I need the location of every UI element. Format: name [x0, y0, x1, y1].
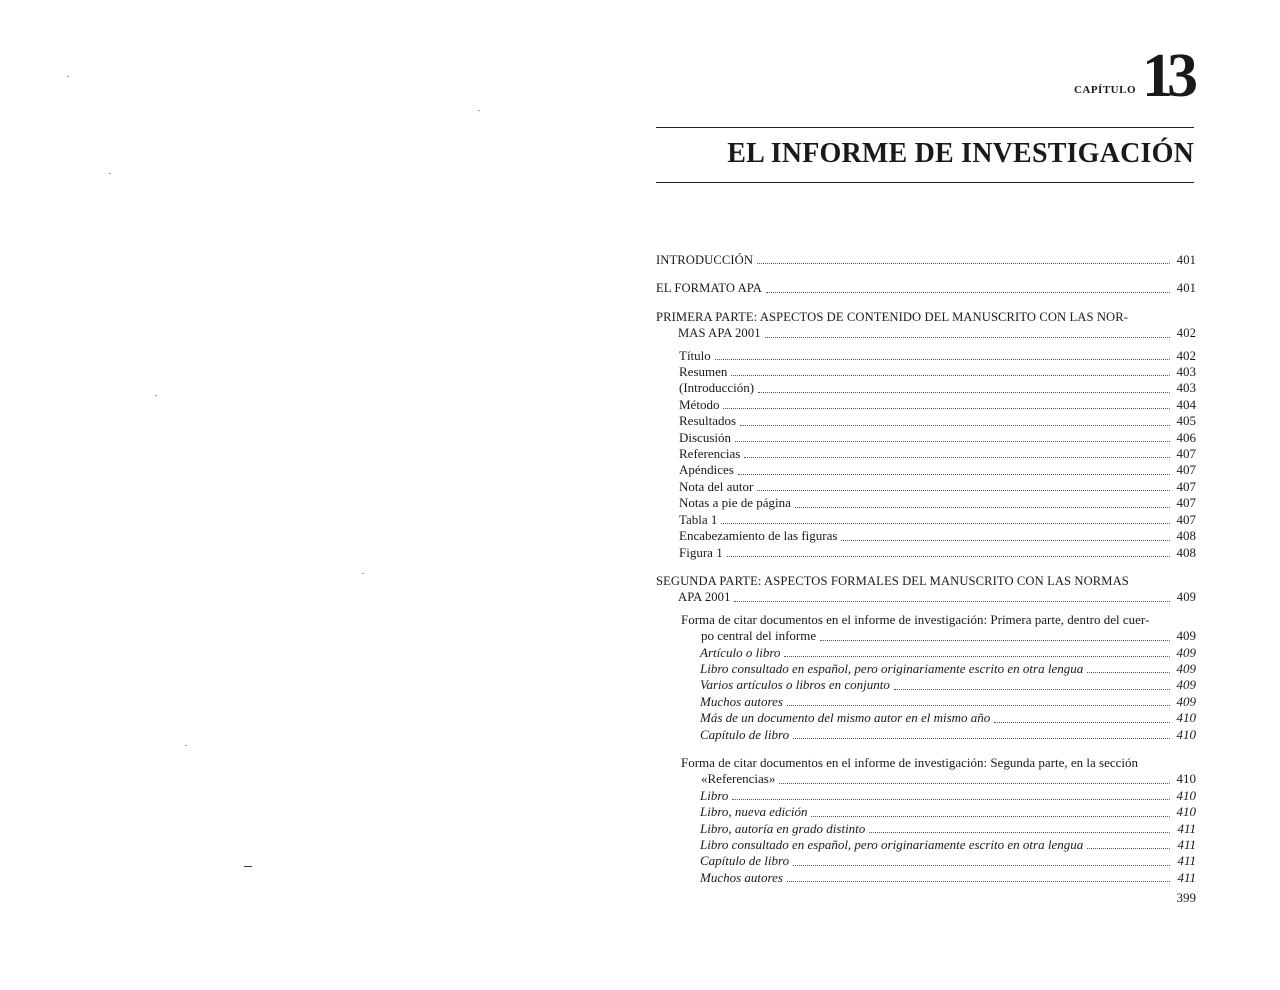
toc-entry-text: Libro consultado en español, pero originariamente escrito en otra lengua — [700, 837, 1084, 852]
toc-entry — [656, 325, 1196, 341]
scan-speck — [362, 573, 364, 574]
toc-entry — [656, 694, 1196, 710]
table-of-contents — [656, 252, 1196, 886]
dot-leader — [738, 474, 1170, 475]
right-page — [640, 0, 1280, 990]
dot-leader — [795, 507, 1170, 508]
toc-entry-page: 407 — [1176, 462, 1196, 478]
toc-entry-text: Libro, nueva edición — [700, 804, 808, 820]
toc-entry-text: Nota del autor — [679, 478, 754, 494]
toc-entry-text: «Referencias» — [701, 771, 776, 787]
toc-entry-text: Muchos autores — [700, 869, 783, 885]
scan-speck — [109, 173, 111, 174]
title-rule-top — [656, 127, 1194, 128]
toc-entry-text: Muchos autores — [700, 693, 783, 709]
toc-entry-page: 409 — [1176, 693, 1196, 709]
toc-entry-page: 407 — [1176, 446, 1196, 462]
toc-entry-page: 408 — [1176, 528, 1196, 544]
dot-leader — [757, 263, 1170, 264]
dot-leader — [894, 689, 1170, 690]
toc-entry-page: 410 — [1176, 804, 1196, 820]
toc-entry-page: 410 — [1176, 710, 1196, 726]
toc-entry — [656, 661, 1196, 677]
toc-entry — [656, 348, 1196, 364]
toc-section-heading — [656, 612, 1196, 645]
toc-part-heading — [656, 573, 1196, 606]
toc-entry-text: Notas a pie de página — [679, 495, 791, 511]
toc-entry-text: Resumen — [679, 364, 728, 380]
toc-entry-page: 403 — [1176, 380, 1196, 396]
toc-entry-page: 405 — [1176, 413, 1196, 429]
dot-leader — [731, 375, 1170, 376]
toc-entry-page: 410 — [1176, 771, 1196, 787]
dot-leader — [811, 816, 1170, 817]
scan-speck — [67, 76, 69, 77]
toc-entry — [656, 462, 1196, 478]
toc-entry-text: MAS APA 2001 — [678, 326, 761, 341]
dot-leader — [734, 601, 1170, 602]
toc-section-heading — [656, 755, 1196, 788]
chapter-label: CAPÍTULO — [1073, 84, 1136, 96]
dot-leader — [740, 425, 1170, 426]
toc-entry-text: Título — [679, 347, 711, 363]
toc-entry-page: 411 — [1177, 837, 1196, 852]
page-number: 399 — [1176, 890, 1196, 905]
toc-entry-page: 401 — [1176, 281, 1196, 296]
toc-entry-text: Resultados — [679, 413, 737, 429]
dot-leader — [758, 392, 1170, 393]
dot-leader — [757, 490, 1170, 491]
toc-entry-page: 402 — [1176, 347, 1196, 363]
dot-leader — [820, 640, 1170, 641]
toc-entry — [656, 446, 1196, 462]
chapter-title: EL INFORME DE INVESTIGACIÓN — [727, 138, 1194, 169]
dot-leader — [721, 523, 1170, 524]
dot-leader — [779, 783, 1170, 784]
toc-entry-page: 407 — [1176, 495, 1196, 511]
toc-entry-text: Figura 1 — [679, 544, 723, 560]
toc-entry-text: Encabezamiento de las figuras — [679, 528, 838, 544]
toc-entry-text: SEGUNDA PARTE: ASPECTOS FORMALES DEL MANUSCRITO CON LAS NORMAS — [656, 573, 1129, 588]
dot-leader — [723, 408, 1170, 409]
toc-entry — [656, 710, 1196, 726]
toc-list-parte1 — [656, 348, 1196, 561]
dot-leader — [732, 799, 1170, 800]
toc-entry — [656, 364, 1196, 380]
toc-entry — [681, 771, 1196, 787]
toc-entry-text: Referencias — [679, 446, 741, 462]
toc-entry — [656, 853, 1196, 869]
toc-entry — [656, 430, 1196, 446]
toc-entry-text: EL FORMATO APA — [656, 281, 762, 296]
dot-leader — [793, 738, 1170, 739]
toc-entry — [656, 677, 1196, 693]
toc-entry-text: Varios artículos o libros en conjunto — [700, 677, 890, 693]
dot-leader — [1087, 848, 1170, 849]
toc-entry-page: 409 — [1176, 590, 1196, 605]
toc-entry-page: 411 — [1177, 853, 1196, 869]
toc-entry — [656, 727, 1196, 743]
toc-part-heading — [656, 309, 1196, 342]
toc-entry — [656, 495, 1196, 511]
toc-entry — [656, 280, 1196, 296]
dot-leader — [1087, 672, 1170, 673]
toc-entry-page: 409 — [1176, 677, 1196, 693]
dot-leader — [994, 722, 1170, 723]
toc-entry — [656, 870, 1196, 886]
chapter-number: 13 — [1142, 42, 1192, 110]
toc-list-sec2 — [656, 788, 1196, 886]
toc-entry-text: Forma de citar documentos en el informe de investigación: Segunda parte, en la sección — [681, 754, 1139, 770]
toc-entry-page: 409 — [1176, 660, 1196, 676]
toc-entry — [656, 252, 1196, 268]
toc-entry-text: (Introducción) — [679, 380, 755, 396]
toc-entry — [656, 479, 1196, 495]
dot-leader — [744, 457, 1170, 458]
dot-leader — [841, 540, 1170, 541]
toc-entry-page: 402 — [1176, 326, 1196, 341]
title-rule-bottom — [656, 182, 1194, 183]
toc-entry — [656, 645, 1196, 661]
toc-entry — [656, 821, 1196, 837]
toc-entry-page: 406 — [1176, 429, 1196, 445]
toc-entry-page: 404 — [1176, 396, 1196, 412]
toc-entry-text: PRIMERA PARTE: ASPECTOS DE CONTENIDO DEL MANUSCRITO CON LAS NOR- — [656, 309, 1129, 324]
dot-leader — [765, 337, 1170, 338]
chapter-header — [1073, 42, 1192, 110]
toc-entry-page: 408 — [1176, 544, 1196, 560]
toc-entry-page: 401 — [1176, 253, 1196, 267]
scan-speck — [155, 395, 157, 396]
toc-entry-text: Tabla 1 — [679, 511, 718, 527]
toc-entry-text: Capítulo de libro — [700, 726, 790, 742]
scan-speck — [478, 110, 480, 111]
dot-leader — [787, 705, 1170, 706]
dot-leader — [869, 832, 1170, 833]
toc-entry-page: 403 — [1176, 364, 1196, 380]
dot-leader — [787, 881, 1170, 882]
dot-leader — [727, 556, 1170, 557]
toc-entry — [681, 628, 1196, 644]
toc-entry-page: 410 — [1176, 726, 1196, 742]
toc-entry — [656, 528, 1196, 544]
dot-leader — [766, 292, 1170, 293]
toc-entry — [656, 397, 1196, 413]
toc-entry-text: Discusión — [679, 429, 731, 445]
dot-leader — [784, 656, 1170, 657]
toc-entry-page: 407 — [1176, 511, 1196, 527]
toc-entry — [656, 837, 1196, 853]
toc-entry-text: Libro, autoría en grado distinto — [700, 820, 866, 836]
toc-entry — [656, 589, 1196, 605]
toc-entry-text: po central del informe — [701, 628, 817, 644]
toc-entry — [656, 413, 1196, 429]
toc-entry-text: Capítulo de libro — [700, 853, 790, 869]
toc-entry-page: 410 — [1176, 787, 1196, 803]
toc-entry — [656, 512, 1196, 528]
toc-entry-page: 411 — [1177, 869, 1196, 885]
dot-leader — [735, 441, 1170, 442]
toc-entry-page: 409 — [1176, 628, 1196, 644]
toc-entry-text: APA 2001 — [678, 590, 731, 605]
toc-entry-text: Método — [679, 396, 720, 412]
toc-entry-text: INTRODUCCIÓN — [656, 253, 754, 267]
toc-entry — [656, 545, 1196, 561]
toc-entry-text: Forma de citar documentos en el informe de investigación: Primera parte, dentro del cuer- — [681, 611, 1150, 627]
dot-leader — [715, 359, 1170, 360]
toc-entry-text: Más de un documento del mismo autor en el mismo año — [700, 710, 991, 726]
toc-entry — [656, 804, 1196, 820]
toc-entry-page: 407 — [1176, 478, 1196, 494]
dot-leader — [793, 865, 1170, 866]
toc-entry-text: Apéndices — [679, 462, 734, 478]
toc-entry-text: Libro consultado en español, pero originariamente escrito en otra lengua — [700, 660, 1084, 676]
scan-speck — [244, 866, 252, 867]
toc-entry-text: Artículo o libro — [700, 644, 781, 660]
toc-entry-page: 411 — [1177, 820, 1196, 836]
toc-entry — [656, 788, 1196, 804]
toc-entry — [656, 380, 1196, 396]
toc-entry-page: 409 — [1176, 644, 1196, 660]
scan-speck — [185, 745, 187, 746]
toc-entry-text: Libro — [700, 787, 729, 803]
toc-list-sec1 — [656, 645, 1196, 743]
